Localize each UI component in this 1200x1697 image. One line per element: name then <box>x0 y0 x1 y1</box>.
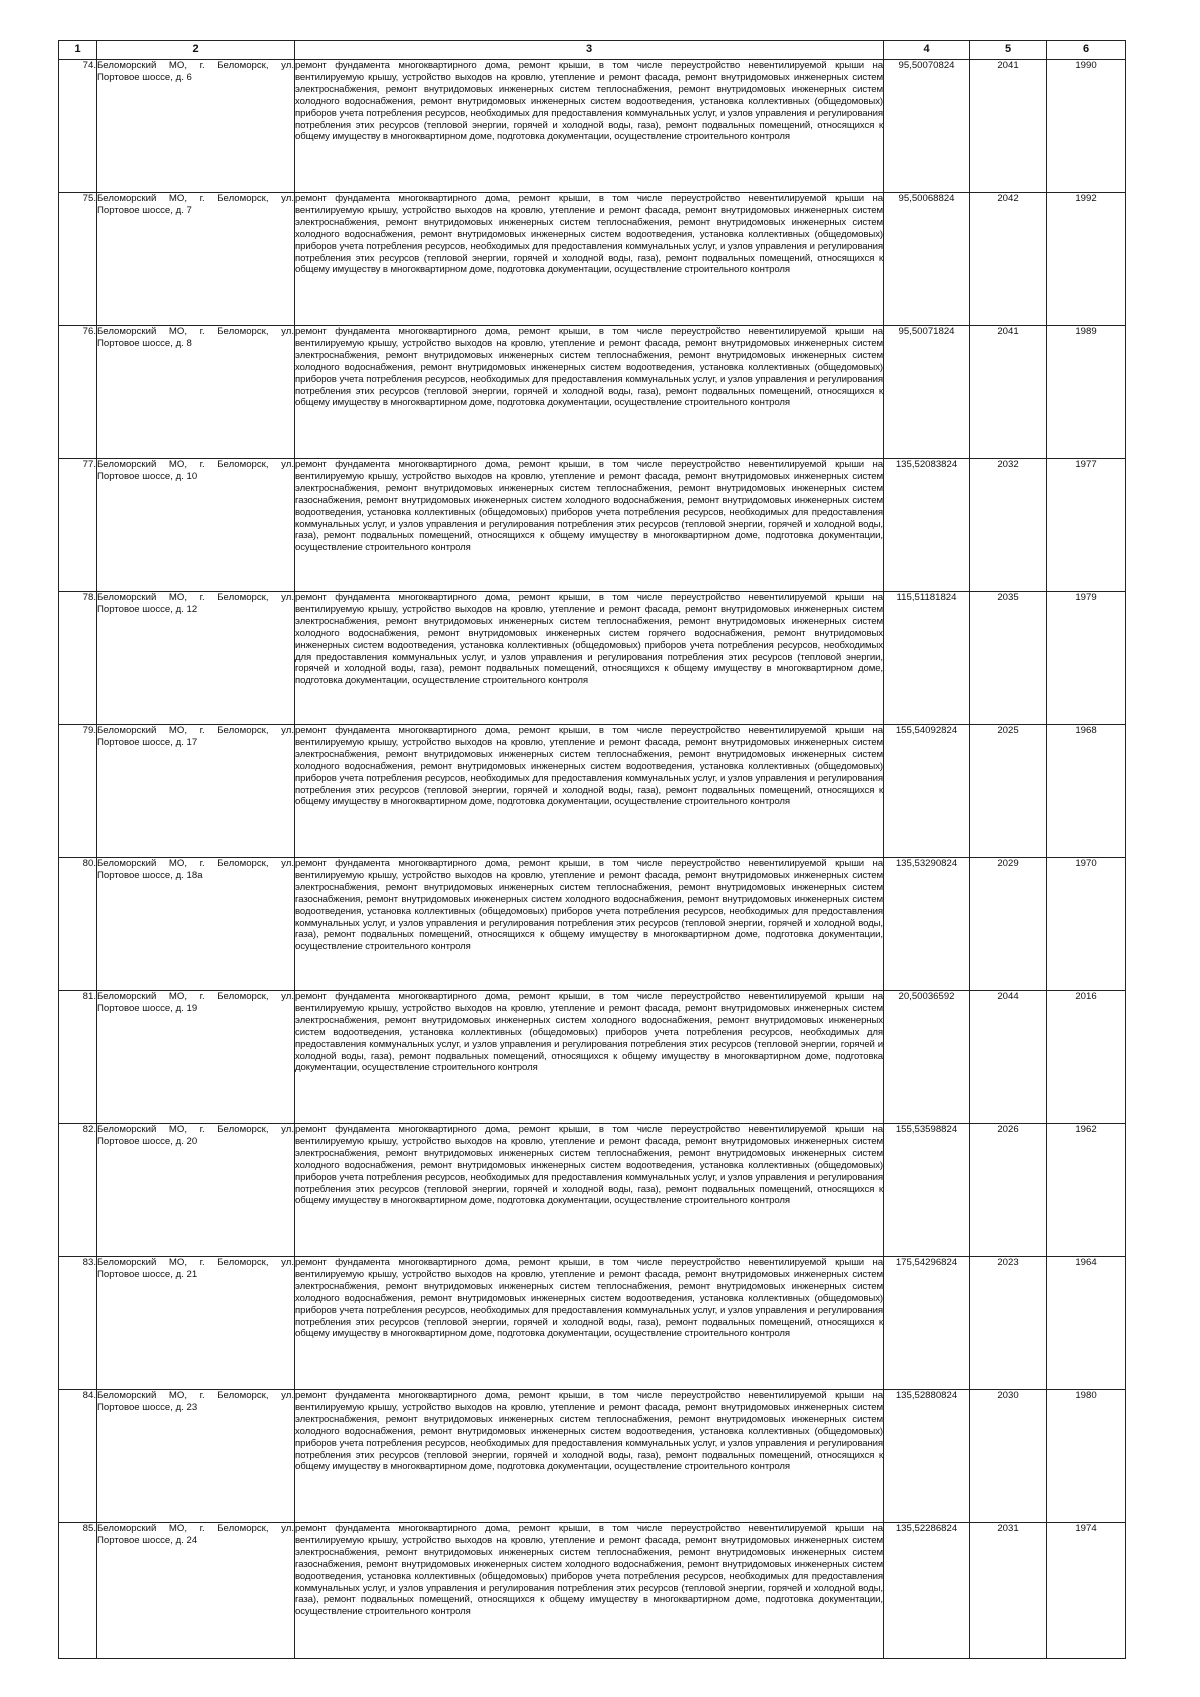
row-number: 84. <box>59 1390 97 1523</box>
cost-cell: 135,53290824 <box>884 858 970 991</box>
table-row <box>59 1523 1126 1659</box>
cost-cell: 135,52083824 <box>884 459 970 592</box>
address-cell: Беломорский МО, г. Беломорск, ул. Портовое шоссе, д. 17 <box>97 725 295 858</box>
year-cell: 2025 <box>970 725 1047 858</box>
works-cell: ремонт фундамента многоквартирного дома, ремонт крыши, в том числе переустройство невентилируемой крыши на вентилируемую крышу, устройство выходов на кровлю, утепление и ремонт фасада, ремонт внутридомовых инженерных систем электроснабжения, ремонт внутридомовых инженерных систем теплоснабжения, ремонт внутридомовых инженерных систем газоснабжения, ремонт внутридомовых инженерных систем холодного водоснабжения, ремонт внутридомовых инженерных систем водоотведения, установка коллективных (общедомовых) приборов учета потребления ресурсов, необходимых для предоставления коммунальных услуг, и узлов управления и регулирования потребления этих ресурсов (тепловой энергии, горячей и холодной воды, газа), ремонт подвальных помещений, относящихся к общему имуществу в многоквартирном доме, подготовка документации, осуществление строительного контроля <box>295 858 884 991</box>
row-number: 81. <box>59 991 97 1124</box>
address-cell: Беломорский МО, г. Беломорск, ул. Портовое шоссе, д. 21 <box>97 1257 295 1390</box>
built-year-cell: 1962 <box>1047 1124 1126 1257</box>
table-row <box>59 858 1126 991</box>
address-cell: Беломорский МО, г. Беломорск, ул. Портовое шоссе, д. 12 <box>97 592 295 725</box>
works-cell: ремонт фундамента многоквартирного дома, ремонт крыши, в том числе переустройство невентилируемой крыши на вентилируемую крышу, устройство выходов на кровлю, утепление и ремонт фасада, ремонт внутридомовых инженерных систем электроснабжения, ремонт внутридомовых инженерных систем теплоснабжения, ремонт внутридомовых инженерных систем холодного водоснабжения, ремонт внутридомовых инженерных систем водоотведения, установка коллективных (общедомовых) приборов учета потребления ресурсов, необходимых для предоставления коммунальных услуг, и узлов управления и регулирования потребления этих ресурсов (тепловой энергии, горячей и холодной воды, газа), ремонт подвальных помещений, относящихся к общему имуществу в многоквартирном доме, подготовка документации, осуществление строительного контроля <box>295 1124 884 1257</box>
built-year-cell: 1964 <box>1047 1257 1126 1390</box>
header-cell-4: 4 <box>884 41 970 60</box>
year-cell: 2023 <box>970 1257 1047 1390</box>
built-year-cell: 1979 <box>1047 592 1126 725</box>
table-body <box>59 60 1126 1659</box>
cost-cell: 155,54092824 <box>884 725 970 858</box>
header-cell-1: 1 <box>59 41 97 60</box>
built-year-cell: 1968 <box>1047 725 1126 858</box>
built-year-cell: 1992 <box>1047 193 1126 326</box>
row-number: 82. <box>59 1124 97 1257</box>
row-number: 78. <box>59 592 97 725</box>
year-cell: 2026 <box>970 1124 1047 1257</box>
year-cell: 2041 <box>970 326 1047 459</box>
cost-cell: 135,52286824 <box>884 1523 970 1659</box>
cost-cell: 175,54296824 <box>884 1257 970 1390</box>
works-cell: ремонт фундамента многоквартирного дома, ремонт крыши, в том числе переустройство невентилируемой крыши на вентилируемую крышу, устройство выходов на кровлю, утепление и ремонт фасада, ремонт внутридомовых инженерных систем электроснабжения, ремонт внутридомовых инженерных систем теплоснабжения, ремонт внутридомовых инженерных систем газоснабжения, ремонт внутридомовых инженерных систем холодного водоснабжения, ремонт внутридомовых инженерных систем водоотведения, установка коллективных (общедомовых) приборов учета потребления ресурсов, необходимых для предоставления коммунальных услуг, и узлов управления и регулирования потребления этих ресурсов (тепловой энергии, горячей и холодной воды, газа), ремонт подвальных помещений, относящихся к общему имуществу в многоквартирном доме, подготовка документации, осуществление строительного контроля <box>295 1523 884 1659</box>
cost-cell: 135,52880824 <box>884 1390 970 1523</box>
works-cell: ремонт фундамента многоквартирного дома, ремонт крыши, в том числе переустройство невентилируемой крыши на вентилируемую крышу, устройство выходов на кровлю, утепление и ремонт фасада, ремонт внутридомовых инженерных систем электроснабжения, ремонт внутридомовых инженерных систем теплоснабжения, ремонт внутридомовых инженерных систем газоснабжения, ремонт внутридомовых инженерных систем холодного водоснабжения, ремонт внутридомовых инженерных систем водоотведения, установка коллективных (общедомовых) приборов учета потребления ресурсов, необходимых для предоставления коммунальных услуг, и узлов управления и регулирования потребления этих ресурсов (тепловой энергии, горячей и холодной воды, газа), ремонт подвальных помещений, относящихся к общему имуществу в многоквартирном доме, подготовка документации, осуществление строительного контроля <box>295 459 884 592</box>
table-header <box>59 41 1126 60</box>
address-cell: Беломорский МО, г. Беломорск, ул. Портовое шоссе, д. 20 <box>97 1124 295 1257</box>
year-cell: 2041 <box>970 60 1047 193</box>
row-number: 75. <box>59 193 97 326</box>
address-cell: Беломорский МО, г. Беломорск, ул. Портовое шоссе, д. 6 <box>97 60 295 193</box>
built-year-cell: 2016 <box>1047 991 1126 1124</box>
year-cell: 2031 <box>970 1523 1047 1659</box>
works-cell: ремонт фундамента многоквартирного дома, ремонт крыши, в том числе переустройство невентилируемой крыши на вентилируемую крышу, устройство выходов на кровлю, утепление и ремонт фасада, ремонт внутридомовых инженерных систем электроснабжения, ремонт внутридомовых инженерных систем теплоснабжения, ремонт внутридомовых инженерных систем холодного водоснабжения, ремонт внутридомовых инженерных систем водоотведения, установка коллективных (общедомовых) приборов учета потребления ресурсов, необходимых для предоставления коммунальных услуг, и узлов управления и регулирования потребления этих ресурсов (тепловой энергии, горячей и холодной воды, газа), ремонт подвальных помещений, относящихся к общему имуществу в многоквартирном доме, подготовка документации, осуществление строительного контроля <box>295 326 884 459</box>
year-cell: 2032 <box>970 459 1047 592</box>
works-cell: ремонт фундамента многоквартирного дома, ремонт крыши, в том числе переустройство невентилируемой крыши на вентилируемую крышу, устройство выходов на кровлю, утепление и ремонт фасада, ремонт внутридомовых инженерных систем электроснабжения, ремонт внутридомовых инженерных систем теплоснабжения, ремонт внутридомовых инженерных систем холодного водоснабжения, ремонт внутридомовых инженерных систем водоотведения, установка коллективных (общедомовых) приборов учета потребления ресурсов, необходимых для предоставления коммунальных услуг, и узлов управления и регулирования потребления этих ресурсов (тепловой энергии, горячей и холодной воды, газа), ремонт подвальных помещений, относящихся к общему имуществу в многоквартирном доме, подготовка документации, осуществление строительного контроля <box>295 725 884 858</box>
works-cell: ремонт фундамента многоквартирного дома, ремонт крыши, в том числе переустройство невентилируемой крыши на вентилируемую крышу, устройство выходов на кровлю, утепление и ремонт фасада, ремонт внутридомовых инженерных систем электроснабжения, ремонт внутридомовых инженерных систем теплоснабжения, ремонт внутридомовых инженерных систем холодного водоснабжения, ремонт внутридомовых инженерных систем горячего водоснабжения, ремонт внутридомовых инженерных систем водоотведения, установка коллективных (общедомовых) приборов учета потребления ресурсов, необходимых для предоставления коммунальных услуг, и узлов управления и регулирования потребления этих ресурсов (тепловой энергии, горячей и холодной воды, газа), ремонт подвальных помещений, относящихся к общему имуществу в многоквартирном доме, подготовка документации, осуществление строительного контроля <box>295 592 884 725</box>
built-year-cell: 1974 <box>1047 1523 1126 1659</box>
header-cell-6: 6 <box>1047 41 1126 60</box>
address-cell: Беломорский МО, г. Беломорск, ул. Портовое шоссе, д. 8 <box>97 326 295 459</box>
address-cell: Беломорский МО, г. Беломорск, ул. Портовое шоссе, д. 18а <box>97 858 295 991</box>
row-number: 79. <box>59 725 97 858</box>
works-cell: ремонт фундамента многоквартирного дома, ремонт крыши, в том числе переустройство невентилируемой крыши на вентилируемую крышу, устройство выходов на кровлю, утепление и ремонт фасада, ремонт внутридомовых инженерных систем электроснабжения, ремонт внутридомовых инженерных систем теплоснабжения, ремонт внутридомовых инженерных систем холодного водоснабжения, ремонт внутридомовых инженерных систем водоотведения, установка коллективных (общедомовых) приборов учета потребления ресурсов, необходимых для предоставления коммунальных услуг, и узлов управления и регулирования потребления этих ресурсов (тепловой энергии, горячей и холодной воды, газа), ремонт подвальных помещений, относящихся к общему имуществу в многоквартирном доме, подготовка документации, осуществление строительного контроля <box>295 193 884 326</box>
table-row <box>59 991 1126 1124</box>
year-cell: 2042 <box>970 193 1047 326</box>
cost-cell: 95,50070824 <box>884 60 970 193</box>
address-cell: Беломорский МО, г. Беломорск, ул. Портовое шоссе, д. 23 <box>97 1390 295 1523</box>
cost-cell: 95,50068824 <box>884 193 970 326</box>
cost-cell: 155,53598824 <box>884 1124 970 1257</box>
works-cell: ремонт фундамента многоквартирного дома, ремонт крыши, в том числе переустройство невентилируемой крыши на вентилируемую крышу, устройство выходов на кровлю, утепление и ремонт фасада, ремонт внутридомовых инженерных систем электроснабжения, ремонт внутридомовых инженерных систем теплоснабжения, ремонт внутридомовых инженерных систем холодного водоснабжения, ремонт внутридомовых инженерных систем водоотведения, установка коллективных (общедомовых) приборов учета потребления ресурсов, необходимых для предоставления коммунальных услуг, и узлов управления и регулирования потребления этих ресурсов (тепловой энергии, горячей и холодной воды, газа), ремонт подвальных помещений, относящихся к общему имуществу в многоквартирном доме, подготовка документации, осуществление строительного контроля <box>295 1390 884 1523</box>
cost-cell: 95,50071824 <box>884 326 970 459</box>
table-row <box>59 326 1126 459</box>
works-cell: ремонт фундамента многоквартирного дома, ремонт крыши, в том числе переустройство невентилируемой крыши на вентилируемую крышу, устройство выходов на кровлю, утепление и ремонт фасада, ремонт внутридомовых инженерных систем электроснабжения, ремонт внутридомовых инженерных систем холодного водоснабжения, ремонт внутридомовых инженерных систем водоотведения, установка коллективных (общедомовых) приборов учета потребления ресурсов, необходимых для предоставления коммунальных услуг, и узлов управления и регулирования потребления этих ресурсов (тепловой энергии, горячей и холодной воды, газа), ремонт подвальных помещений, относящихся к общему имуществу в многоквартирном доме, подготовка документации, осуществление строительного контроля <box>295 991 884 1124</box>
works-cell: ремонт фундамента многоквартирного дома, ремонт крыши, в том числе переустройство невентилируемой крыши на вентилируемую крышу, устройство выходов на кровлю, утепление и ремонт фасада, ремонт внутридомовых инженерных систем электроснабжения, ремонт внутридомовых инженерных систем теплоснабжения, ремонт внутридомовых инженерных систем холодного водоснабжения, ремонт внутридомовых инженерных систем водоотведения, установка коллективных (общедомовых) приборов учета потребления ресурсов, необходимых для предоставления коммунальных услуг, и узлов управления и регулирования потребления этих ресурсов (тепловой энергии, горячей и холодной воды, газа), ремонт подвальных помещений, относящихся к общему имуществу в многоквартирном доме, подготовка документации, осуществление строительного контроля <box>295 60 884 193</box>
address-cell: Беломорский МО, г. Беломорск, ул. Портовое шоссе, д. 7 <box>97 193 295 326</box>
table-row <box>59 60 1126 193</box>
address-cell: Беломорский МО, г. Беломорск, ул. Портовое шоссе, д. 10 <box>97 459 295 592</box>
address-cell: Беломорский МО, г. Беломорск, ул. Портовое шоссе, д. 24 <box>97 1523 295 1659</box>
row-number: 74. <box>59 60 97 193</box>
register-table <box>58 40 1126 1659</box>
header-cell-5: 5 <box>970 41 1047 60</box>
year-cell: 2030 <box>970 1390 1047 1523</box>
row-number: 83. <box>59 1257 97 1390</box>
built-year-cell: 1989 <box>1047 326 1126 459</box>
year-cell: 2044 <box>970 991 1047 1124</box>
built-year-cell: 1980 <box>1047 1390 1126 1523</box>
built-year-cell: 1970 <box>1047 858 1126 991</box>
cost-cell: 115,51181824 <box>884 592 970 725</box>
table-row <box>59 193 1126 326</box>
year-cell: 2035 <box>970 592 1047 725</box>
table-row <box>59 592 1126 725</box>
row-number: 80. <box>59 858 97 991</box>
year-cell: 2029 <box>970 858 1047 991</box>
row-number: 77. <box>59 459 97 592</box>
table-row <box>59 1257 1126 1390</box>
cost-cell: 20,50036592 <box>884 991 970 1124</box>
header-cell-3: 3 <box>295 41 884 60</box>
table-row <box>59 1390 1126 1523</box>
built-year-cell: 1977 <box>1047 459 1126 592</box>
header-row <box>59 41 1126 60</box>
row-number: 85. <box>59 1523 97 1659</box>
header-cell-2: 2 <box>97 41 295 60</box>
address-cell: Беломорский МО, г. Беломорск, ул. Портовое шоссе, д. 19 <box>97 991 295 1124</box>
table-row <box>59 725 1126 858</box>
built-year-cell: 1990 <box>1047 60 1126 193</box>
row-number: 76. <box>59 326 97 459</box>
table-row <box>59 1124 1126 1257</box>
table-row <box>59 459 1126 592</box>
works-cell: ремонт фундамента многоквартирного дома, ремонт крыши, в том числе переустройство невентилируемой крыши на вентилируемую крышу, устройство выходов на кровлю, утепление и ремонт фасада, ремонт внутридомовых инженерных систем электроснабжения, ремонт внутридомовых инженерных систем теплоснабжения, ремонт внутридомовых инженерных систем холодного водоснабжения, ремонт внутридомовых инженерных систем водоотведения, установка коллективных (общедомовых) приборов учета потребления ресурсов, необходимых для предоставления коммунальных услуг, и узлов управления и регулирования потребления этих ресурсов (тепловой энергии, горячей и холодной воды, газа), ремонт подвальных помещений, относящихся к общему имуществу в многоквартирном доме, подготовка документации, осуществление строительного контроля <box>295 1257 884 1390</box>
